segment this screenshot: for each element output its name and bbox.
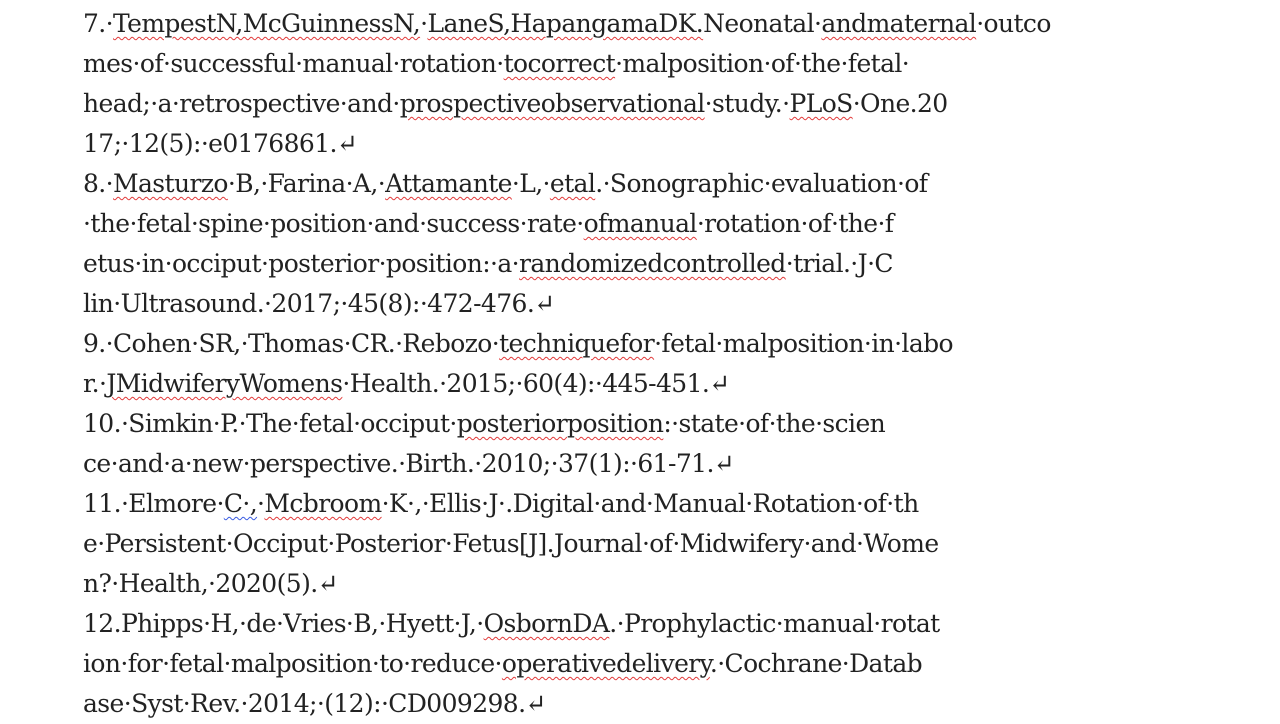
spellcheck-underlined-text: andmaternal [821, 9, 977, 38]
reference-text: · [420, 9, 428, 38]
reference-line [83, 644, 1153, 684]
reference-text: .·Prophylactic·manual·rotat [609, 609, 940, 638]
reference-text: .·Cochrane·Datab [709, 649, 923, 678]
reference-text: 12.Phipps·H,·de·Vries·B,·Hyett·J,· [83, 609, 484, 638]
reference-text: head;·a·retrospective·and· [83, 89, 400, 118]
reference-entry[interactable] [83, 484, 1153, 604]
reference-text: ·B,·Farina·A,· [227, 169, 386, 198]
reference-line [83, 524, 1153, 564]
reference-text: etus·in·occiput·posterior·position:·a· [83, 249, 520, 278]
reference-line [83, 4, 1153, 44]
spellcheck-underlined-text: etal [549, 169, 596, 198]
reference-text: · [257, 489, 265, 518]
reference-list[interactable] [83, 4, 1153, 724]
reference-line [83, 124, 1153, 164]
reference-text: ·Health.·2015;·60(4):·445-451.↵ [342, 369, 730, 398]
spellcheck-underlined-text: TempestN,McGuinnessN, [113, 9, 421, 38]
reference-line [83, 284, 1153, 324]
spellcheck-underlined-text: prospectiveobservational [399, 89, 705, 118]
reference-entry[interactable] [83, 404, 1153, 484]
reference-text: ion·for·fetal·malposition·to·reduce· [83, 649, 502, 678]
reference-line [83, 404, 1153, 444]
reference-entry[interactable] [83, 164, 1153, 324]
reference-text: :·state·of·the·scien [663, 409, 886, 438]
reference-text: ·outco [976, 9, 1051, 38]
reference-text: ce·and·a·new·perspective.·Birth.·2010;·37(1):·61-71.↵ [83, 449, 735, 478]
reference-text: ·K·,·Ellis·J·.Digital·and·Manual·Rotation·of·th [381, 489, 919, 518]
reference-line [83, 164, 1153, 204]
reference-line [83, 204, 1153, 244]
reference-line [83, 244, 1153, 284]
spellcheck-underlined-text: JMidwiferyWomens [106, 369, 343, 398]
reference-text: 10.·Simkin·P.·The·fetal·occiput· [83, 409, 457, 438]
grammar-underlined-text: C·, [223, 489, 258, 518]
reference-line [83, 324, 1153, 364]
reference-text: .·Sonographic·evaluation·of [595, 169, 928, 198]
reference-line [83, 444, 1153, 484]
reference-text: ·trial.·J·C [785, 249, 893, 278]
reference-text: n?·Health,·2020(5).↵ [83, 569, 338, 598]
reference-text: 11.·Elmore· [83, 489, 224, 518]
spellcheck-underlined-text: Masturzo [113, 169, 228, 198]
reference-entry[interactable] [83, 324, 1153, 404]
reference-text: 7.· [83, 9, 113, 38]
reference-text: ·L,· [511, 169, 550, 198]
spellcheck-underlined-text: posteriorposition [456, 409, 664, 438]
reference-text: lin·Ultrasound.·2017;·45(8):·472-476.↵ [83, 289, 555, 318]
reference-text: r.· [83, 369, 107, 398]
reference-text: mes·of·successful·manual·rotation· [83, 49, 504, 78]
reference-text: ·the·fetal·spine·position·and·success·rate· [83, 209, 584, 238]
reference-line [83, 684, 1153, 724]
reference-text: ·rotation·of·the·f [696, 209, 894, 238]
reference-text: 9.·Cohen·SR,·Thomas·CR.·Rebozo· [83, 329, 500, 358]
reference-line [83, 44, 1153, 84]
spellcheck-underlined-text: ofmanual [583, 209, 697, 238]
reference-text: e·Persistent·Occiput·Posterior·Fetus[J].Journal·of·Midwifery·and·Wome [83, 529, 939, 558]
reference-text: ·fetal·malposition·in·labo [654, 329, 953, 358]
spellcheck-underlined-text: Attamante [385, 169, 512, 198]
spellcheck-underlined-text: randomizedcontrolled [519, 249, 786, 278]
reference-line [83, 364, 1153, 404]
reference-entry[interactable] [83, 4, 1153, 164]
reference-text: 8.· [83, 169, 113, 198]
reference-text: ase·Syst·Rev.·2014;·(12):·CD009298.↵ [83, 689, 546, 718]
spellcheck-underlined-text: OsbornDA [483, 609, 610, 638]
reference-entry[interactable] [83, 604, 1153, 724]
spellcheck-underlined-text: LaneS,HapangamaDK. [427, 9, 704, 38]
reference-text: ·malposition·of·the·fetal· [615, 49, 910, 78]
reference-text: ·study.· [704, 89, 790, 118]
reference-line [83, 564, 1153, 604]
reference-line [83, 604, 1153, 644]
spellcheck-underlined-text: tocorrect [503, 49, 616, 78]
spellcheck-underlined-text: Mcbroom [264, 489, 382, 518]
reference-line [83, 84, 1153, 124]
reference-text: Neonatal· [703, 9, 822, 38]
reference-line [83, 484, 1153, 524]
spellcheck-underlined-text: PLoS [789, 89, 853, 118]
spellcheck-underlined-text: operativedelivery [501, 649, 710, 678]
reference-text: ·One.20 [852, 89, 948, 118]
reference-text: 17;·12(5):·e0176861.↵ [83, 129, 358, 158]
spellcheck-underlined-text: techniquefor [499, 329, 655, 358]
